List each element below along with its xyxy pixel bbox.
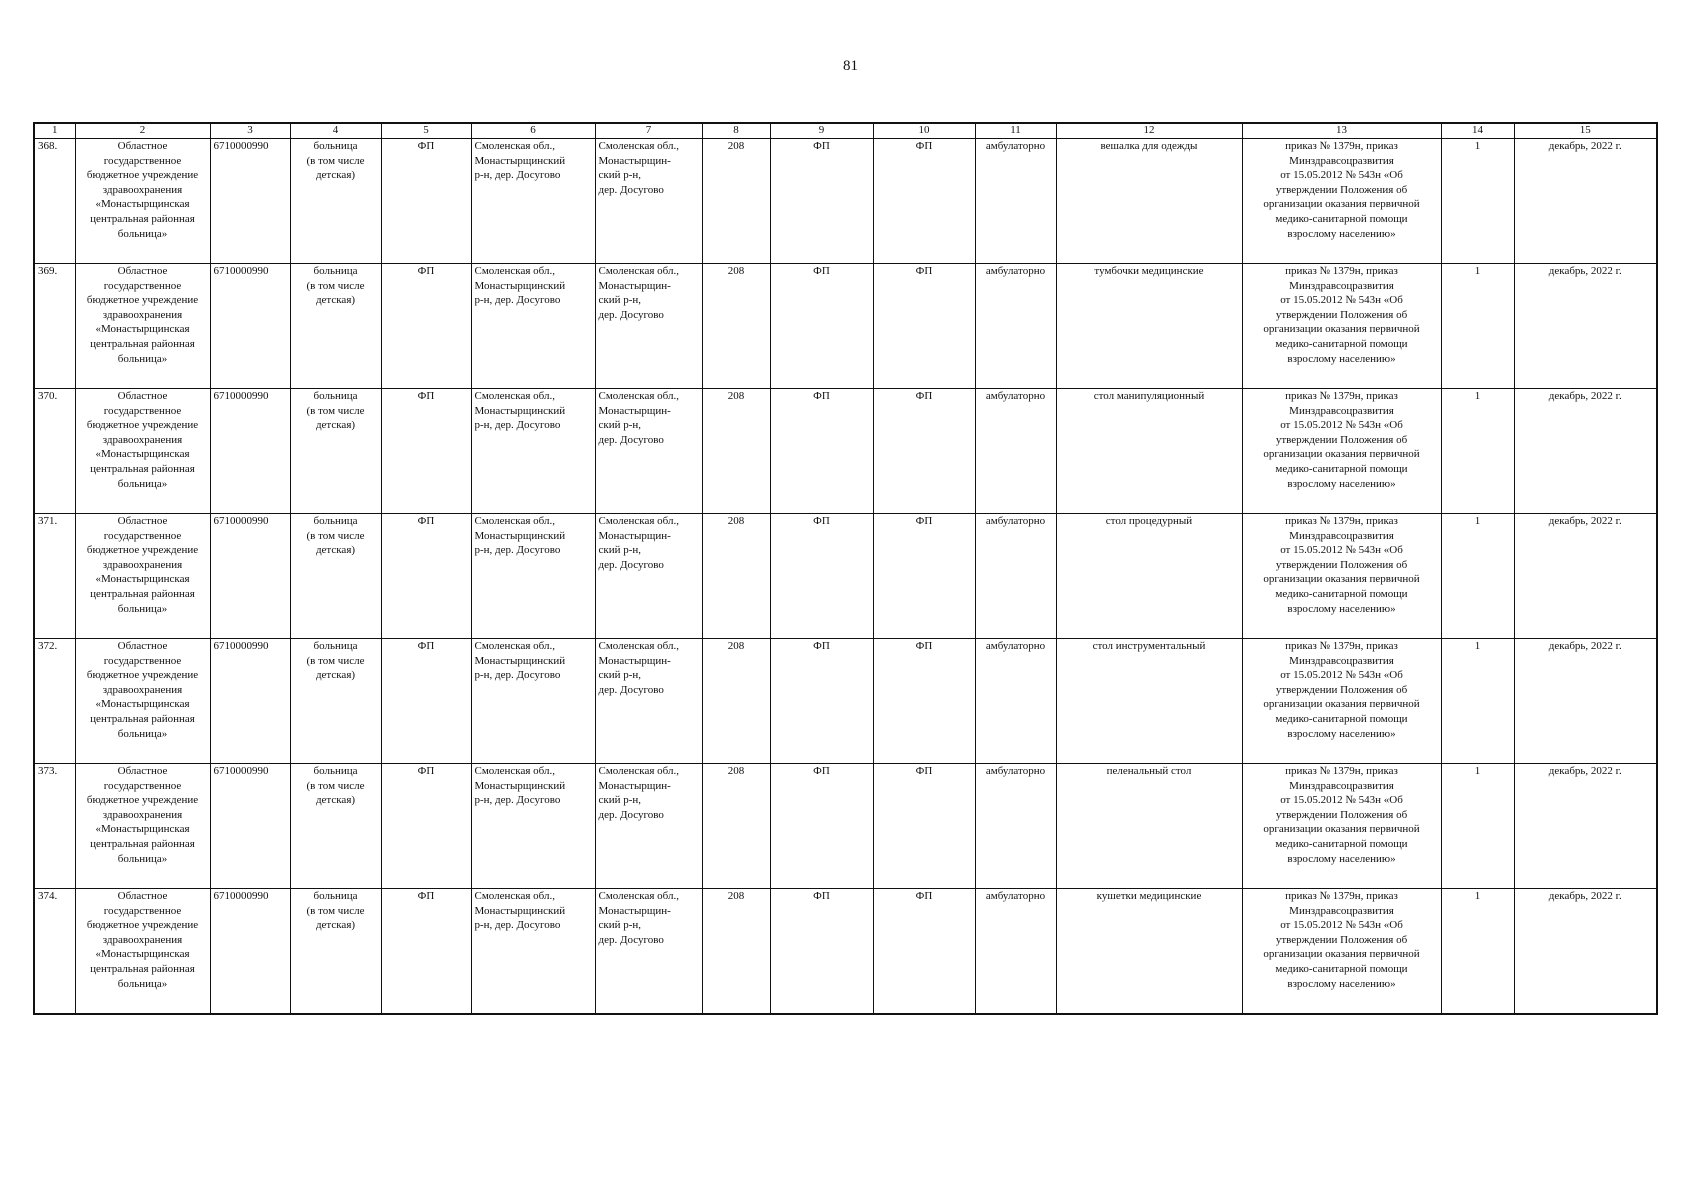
facility-type: больница (в том числе детская) <box>290 139 381 264</box>
facility-type: больница (в том числе детская) <box>290 514 381 639</box>
address-secondary: Смоленская обл., Монастырщин- ский р-н, дер. Досугово <box>595 389 702 514</box>
facility-type: больница (в том числе детская) <box>290 264 381 389</box>
facility-type: больница (в том числе детская) <box>290 389 381 514</box>
organization-name: Областное государственное бюджетное учреждение здравоохранения «Монастырщинская центральная районная больница» <box>75 389 210 514</box>
address-secondary: Смоленская обл., Монастырщин- ский р-н, дер. Досугово <box>595 264 702 389</box>
equipment-item: стол инструментальный <box>1056 639 1242 764</box>
address-primary: Смоленская обл., Монастырщинский р-н, дер. Досугово <box>471 889 595 1014</box>
row-number: 368. <box>34 139 75 264</box>
organization-code: 6710000990 <box>210 639 290 764</box>
target-date: декабрь, 2022 г. <box>1514 889 1657 1014</box>
column-10-value: ФП <box>873 889 975 1014</box>
unit-type: ФП <box>381 389 471 514</box>
organization-name: Областное государственное бюджетное учреждение здравоохранения «Монастырщинская центральная районная больница» <box>75 639 210 764</box>
quantity: 1 <box>1441 389 1514 514</box>
table-row <box>34 764 1657 889</box>
column-9-value: ФП <box>770 639 873 764</box>
address-primary: Смоленская обл., Монастырщинский р-н, дер. Досугово <box>471 639 595 764</box>
row-number: 372. <box>34 639 75 764</box>
quantity: 1 <box>1441 139 1514 264</box>
unit-type: ФП <box>381 889 471 1014</box>
address-primary: Смоленская обл., Монастырщинский р-н, дер. Досугово <box>471 139 595 264</box>
target-date: декабрь, 2022 г. <box>1514 764 1657 889</box>
organization-code: 6710000990 <box>210 389 290 514</box>
organization-code: 6710000990 <box>210 889 290 1014</box>
column-8-value: 208 <box>702 139 770 264</box>
regulatory-basis: приказ № 1379н, приказ Минздравсоцразвития от 15.05.2012 № 543н «Об утверждении Положения об организации оказания первичной медико-санитарной помощи взрослому населению» <box>1242 514 1441 639</box>
table-row <box>34 889 1657 1014</box>
regulatory-basis: приказ № 1379н, приказ Минздравсоцразвития от 15.05.2012 № 543н «Об утверждении Положения об организации оказания первичной медико-санитарной помощи взрослому населению» <box>1242 764 1441 889</box>
address-secondary: Смоленская обл., Монастырщин- ский р-н, дер. Досугово <box>595 764 702 889</box>
regulatory-basis: приказ № 1379н, приказ Минздравсоцразвития от 15.05.2012 № 543н «Об утверждении Положения об организации оказания первичной медико-санитарной помощи взрослому населению» <box>1242 889 1441 1014</box>
unit-type: ФП <box>381 514 471 639</box>
address-primary: Смоленская обл., Монастырщинский р-н, дер. Досугово <box>471 514 595 639</box>
column-header: 3 <box>210 123 290 139</box>
table-body <box>34 139 1657 1014</box>
column-header: 10 <box>873 123 975 139</box>
column-8-value: 208 <box>702 764 770 889</box>
column-header: 13 <box>1242 123 1441 139</box>
target-date: декабрь, 2022 г. <box>1514 514 1657 639</box>
target-date: декабрь, 2022 г. <box>1514 389 1657 514</box>
target-date: декабрь, 2022 г. <box>1514 139 1657 264</box>
column-9-value: ФП <box>770 889 873 1014</box>
address-primary: Смоленская обл., Монастырщинский р-н, дер. Досугово <box>471 389 595 514</box>
unit-type: ФП <box>381 264 471 389</box>
column-10-value: ФП <box>873 139 975 264</box>
column-header: 6 <box>471 123 595 139</box>
quantity: 1 <box>1441 764 1514 889</box>
quantity: 1 <box>1441 889 1514 1014</box>
target-date: декабрь, 2022 г. <box>1514 264 1657 389</box>
care-mode: амбулаторно <box>975 264 1056 389</box>
column-8-value: 208 <box>702 889 770 1014</box>
column-header: 11 <box>975 123 1056 139</box>
equipment-item: тумбочки медицинские <box>1056 264 1242 389</box>
regulatory-basis: приказ № 1379н, приказ Минздравсоцразвития от 15.05.2012 № 543н «Об утверждении Положения об организации оказания первичной медико-санитарной помощи взрослому населению» <box>1242 639 1441 764</box>
table-row <box>34 639 1657 764</box>
header-row <box>34 123 1657 139</box>
column-header: 4 <box>290 123 381 139</box>
column-header: 9 <box>770 123 873 139</box>
row-number: 370. <box>34 389 75 514</box>
address-secondary: Смоленская обл., Монастырщин- ский р-н, дер. Досугово <box>595 889 702 1014</box>
unit-type: ФП <box>381 139 471 264</box>
equipment-item: стол манипуляционный <box>1056 389 1242 514</box>
column-header: 2 <box>75 123 210 139</box>
unit-type: ФП <box>381 764 471 889</box>
care-mode: амбулаторно <box>975 639 1056 764</box>
table-row <box>34 389 1657 514</box>
facility-type: больница (в том числе детская) <box>290 889 381 1014</box>
address-secondary: Смоленская обл., Монастырщин- ский р-н, дер. Досугово <box>595 514 702 639</box>
regulatory-basis: приказ № 1379н, приказ Минздравсоцразвития от 15.05.2012 № 543н «Об утверждении Положения об организации оказания первичной медико-санитарной помощи взрослому населению» <box>1242 264 1441 389</box>
row-number: 374. <box>34 889 75 1014</box>
care-mode: амбулаторно <box>975 514 1056 639</box>
column-8-value: 208 <box>702 389 770 514</box>
organization-name: Областное государственное бюджетное учреждение здравоохранения «Монастырщинская центральная районная больница» <box>75 514 210 639</box>
table-row <box>34 264 1657 389</box>
column-10-value: ФП <box>873 639 975 764</box>
column-9-value: ФП <box>770 389 873 514</box>
column-10-value: ФП <box>873 389 975 514</box>
quantity: 1 <box>1441 264 1514 389</box>
care-mode: амбулаторно <box>975 889 1056 1014</box>
organization-code: 6710000990 <box>210 764 290 889</box>
organization-code: 6710000990 <box>210 139 290 264</box>
organization-name: Областное государственное бюджетное учреждение здравоохранения «Монастырщинская центральная районная больница» <box>75 764 210 889</box>
table-row <box>34 139 1657 264</box>
organization-code: 6710000990 <box>210 514 290 639</box>
address-secondary: Смоленская обл., Монастырщин- ский р-н, дер. Досугово <box>595 639 702 764</box>
table-row <box>34 514 1657 639</box>
regulatory-basis: приказ № 1379н, приказ Минздравсоцразвития от 15.05.2012 № 543н «Об утверждении Положения об организации оказания первичной медико-санитарной помощи взрослому населению» <box>1242 139 1441 264</box>
organization-name: Областное государственное бюджетное учреждение здравоохранения «Монастырщинская центральная районная больница» <box>75 264 210 389</box>
address-secondary: Смоленская обл., Монастырщин- ский р-н, дер. Досугово <box>595 139 702 264</box>
column-header: 15 <box>1514 123 1657 139</box>
column-9-value: ФП <box>770 514 873 639</box>
column-8-value: 208 <box>702 639 770 764</box>
table-header <box>34 123 1657 139</box>
care-mode: амбулаторно <box>975 389 1056 514</box>
quantity: 1 <box>1441 639 1514 764</box>
column-header: 5 <box>381 123 471 139</box>
column-header: 7 <box>595 123 702 139</box>
equipment-item: кушетки медицинские <box>1056 889 1242 1014</box>
organization-name: Областное государственное бюджетное учреждение здравоохранения «Монастырщинская центральная районная больница» <box>75 139 210 264</box>
care-mode: амбулаторно <box>975 764 1056 889</box>
column-9-value: ФП <box>770 264 873 389</box>
facility-type: больница (в том числе детская) <box>290 764 381 889</box>
address-primary: Смоленская обл., Монастырщинский р-н, дер. Досугово <box>471 764 595 889</box>
row-number: 369. <box>34 264 75 389</box>
column-8-value: 208 <box>702 514 770 639</box>
column-header: 8 <box>702 123 770 139</box>
organization-code: 6710000990 <box>210 264 290 389</box>
unit-type: ФП <box>381 639 471 764</box>
row-number: 373. <box>34 764 75 889</box>
address-primary: Смоленская обл., Монастырщинский р-н, дер. Досугово <box>471 264 595 389</box>
row-number: 371. <box>34 514 75 639</box>
page-number: 81 <box>843 58 858 74</box>
column-9-value: ФП <box>770 139 873 264</box>
equipment-item: пеленальный стол <box>1056 764 1242 889</box>
facility-type: больница (в том числе детская) <box>290 639 381 764</box>
column-10-value: ФП <box>873 764 975 889</box>
care-mode: амбулаторно <box>975 139 1056 264</box>
equipment-item: стол процедурный <box>1056 514 1242 639</box>
quantity: 1 <box>1441 514 1514 639</box>
column-header: 12 <box>1056 123 1242 139</box>
organization-name: Областное государственное бюджетное учреждение здравоохранения «Монастырщинская центральная районная больница» <box>75 889 210 1014</box>
column-header: 1 <box>34 123 75 139</box>
register-table <box>33 122 1658 1015</box>
target-date: декабрь, 2022 г. <box>1514 639 1657 764</box>
column-header: 14 <box>1441 123 1514 139</box>
column-10-value: ФП <box>873 264 975 389</box>
column-8-value: 208 <box>702 264 770 389</box>
column-10-value: ФП <box>873 514 975 639</box>
equipment-item: вешалка для одежды <box>1056 139 1242 264</box>
regulatory-basis: приказ № 1379н, приказ Минздравсоцразвития от 15.05.2012 № 543н «Об утверждении Положения об организации оказания первичной медико-санитарной помощи взрослому населению» <box>1242 389 1441 514</box>
column-9-value: ФП <box>770 764 873 889</box>
